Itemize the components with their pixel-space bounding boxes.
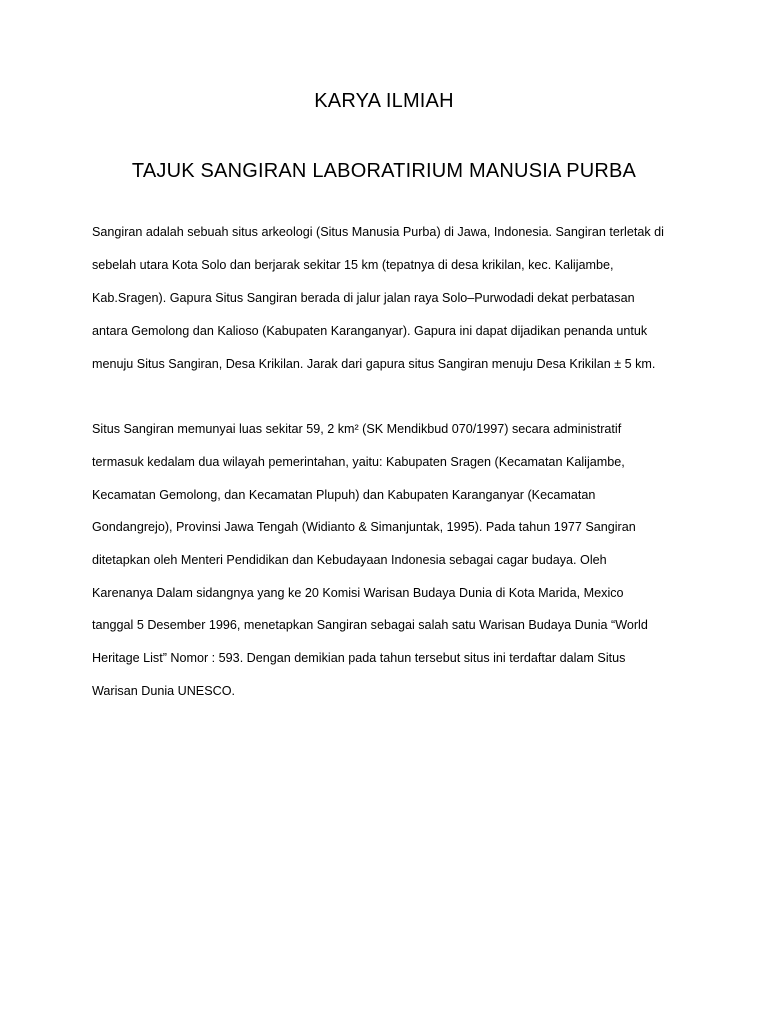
paragraph-1-line: menuju Situs Sangiran, Desa Krikilan. Jarak dari gapura situs Sangiran menuju Desa Krikilan ± 5 km.	[92, 357, 656, 371]
paragraph-2-line: Karenanya Dalam sidangnya yang ke 20 Komisi Warisan Budaya Dunia di Kota Marida, Mexico	[92, 586, 624, 600]
paragraph-2-line: Gondangrejo), Provinsi Jawa Tengah (Widianto & Simanjuntak, 1995). Pada tahun 1977 Sangiran	[92, 520, 636, 534]
paragraph-2-line: termasuk kedalam dua wilayah pemerintahan, yaitu: Kabupaten Sragen (Kecamatan Kalijambe,	[92, 455, 625, 469]
paragraph-2-line: Situs Sangiran memunyai luas sekitar 59, 2 km² (SK Mendikbud 070/1997) secara administratif	[92, 422, 622, 436]
paragraph-1-line: sebelah utara Kota Solo dan berjarak sekitar 15 km (tepatnya di desa krikilan, kec. Kalijambe,	[92, 258, 614, 272]
paragraph-2-line: tanggal 5 Desember 1996, menetapkan Sangiran sebagai salah satu Warisan Budaya Dunia “World	[92, 618, 648, 632]
paragraph-1-line: Kab.Sragen). Gapura Situs Sangiran berada di jalur jalan raya Solo–Purwodadi dekat perbatasan	[92, 291, 635, 305]
paragraph-2-line: Warisan Dunia UNESCO.	[92, 684, 236, 698]
document-title: KARYA ILMIAH	[314, 90, 454, 112]
paragraph-2-line: ditetapkan oleh Menteri Pendidikan dan Kebudayaan Indonesia sebagai cagar budaya. Oleh	[92, 553, 607, 567]
paragraph-1-line: antara Gemolong dan Kalioso (Kabupaten Karanganyar). Gapura ini dapat dijadikan penanda untuk	[92, 324, 648, 338]
paragraph-2-line: Kecamatan Gemolong, dan Kecamatan Plupuh) dan Kabupaten Karanganyar (Kecamatan	[92, 488, 596, 502]
paragraph-2-line: Heritage List” Nomor : 593. Dengan demikian pada tahun tersebut situs ini terdaftar dalam Situs	[92, 651, 626, 665]
document-subtitle: TAJUK SANGIRAN LABORATIRIUM MANUSIA PURBA	[131, 160, 637, 182]
paragraph-1-line: Sangiran adalah sebuah situs arkeologi (Situs Manusia Purba) di Jawa, Indonesia. Sangiran terletak di	[92, 225, 664, 239]
